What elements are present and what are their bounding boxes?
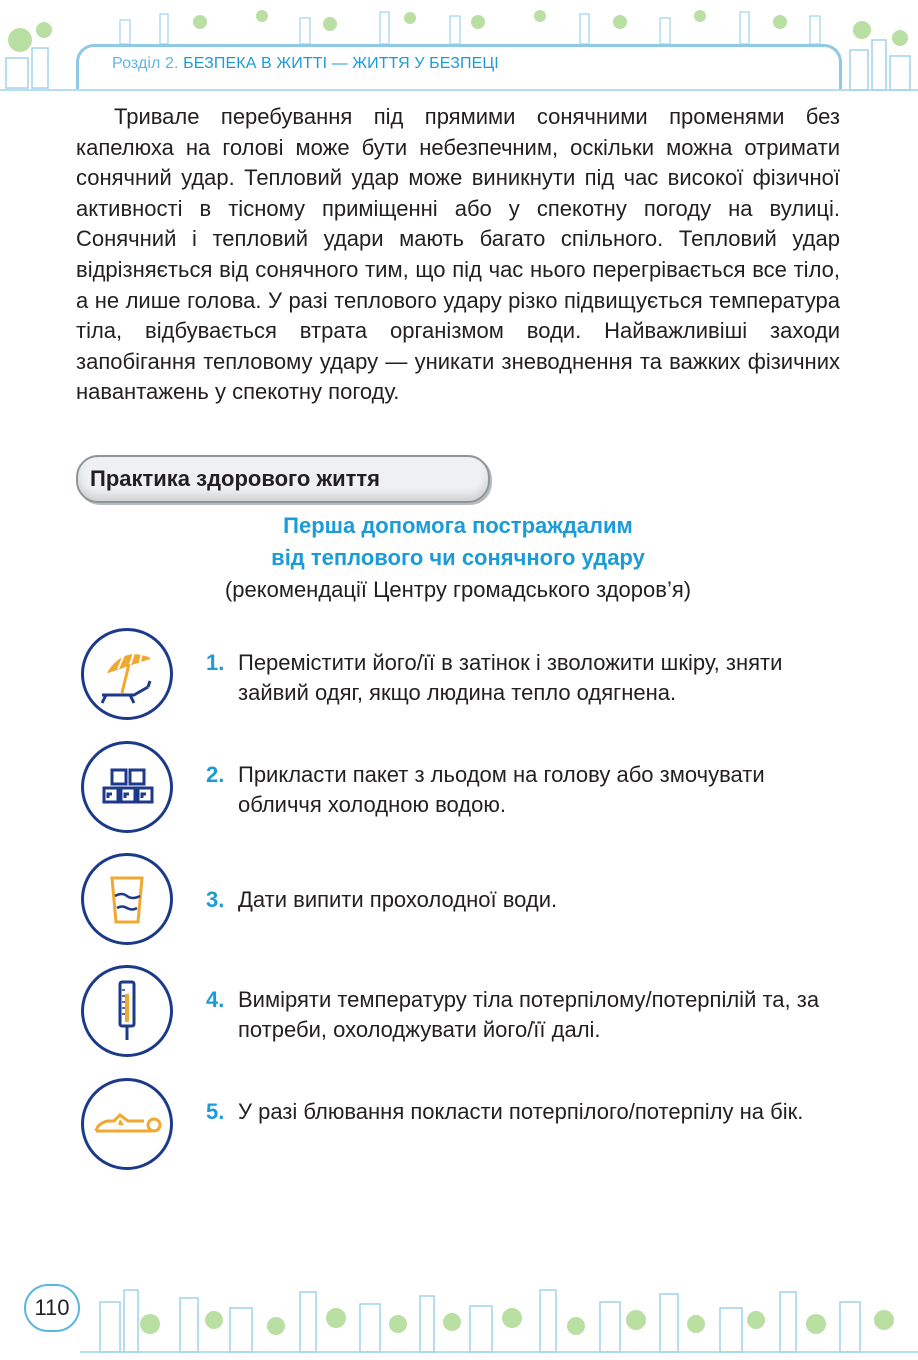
page-number: 110 <box>24 1284 80 1332</box>
box-title-line-2: від теплового чи сонячного удару <box>271 545 645 570</box>
step-2-number: 2. <box>206 762 225 787</box>
beach-umbrella-icon <box>81 628 173 720</box>
running-header <box>112 55 499 73</box>
step-3-number: 3. <box>206 887 225 912</box>
practice-heading-label: Практика здорового життя <box>90 466 380 491</box>
step-1-text: Перемістити його/її в затінок і зволожити шкіру, зняти зайвий одяг, якщо людина тепло одягнена. <box>238 650 783 705</box>
section-number: Розділ 2. <box>112 55 179 72</box>
lying-person-icon <box>81 1078 173 1170</box>
thermometer-icon <box>81 965 173 1057</box>
box-title-line-1: Перша допомога постраждалим <box>283 513 633 538</box>
step-5-number: 5. <box>206 1099 225 1124</box>
step-4-text: Виміряти температуру тіла потерпілому/потерпілій та, за потреби, охолоджувати його/її далі. <box>238 987 820 1042</box>
step-5-text: У разі блювання покласти потерпілого/потерпілу на бік. <box>238 1099 804 1124</box>
ice-cubes-icon <box>81 741 173 833</box>
box-subtitle: (рекомендації Центру громадського здоров’я) <box>224 577 692 602</box>
practice-heading <box>76 455 490 503</box>
step-2-text: Прикласти пакет з льодом на голову або змочувати обличчя холодною водою. <box>238 762 765 817</box>
water-glass-icon <box>81 853 173 945</box>
step-4-number: 4. <box>206 987 225 1012</box>
section-title: БЕЗПЕКА В ЖИТТІ — ЖИТТЯ У БЕЗПЕЦІ <box>183 55 499 72</box>
step-3-text: Дати випити прохолодної води. <box>238 887 558 912</box>
body-paragraph: Тривале перебування під прямими сонячними променями без капелюха на голові може бути небезпечним, оскільки можна отримати сонячний удар. Тепловий удар може виникнути під час високої фізичної активності в тісному приміщенні або у спекотну погоду на вулиці. Сонячний і тепловий удари мають багато спільного. Тепловий удар відрізняється від сонячного тим, що під час нього перегрівається все тіло, а не лише голова. У разі теплового удару різко підвищується температура тіла, відбувається втрата організмом води. Найважливіші заходи запобігання тепловому удару — уникати зневоднення та важких фізичних навантажень у спекотну погоду. <box>76 104 840 405</box>
bottom-city-decoration <box>0 1262 918 1360</box>
step-1-number: 1. <box>206 650 225 675</box>
